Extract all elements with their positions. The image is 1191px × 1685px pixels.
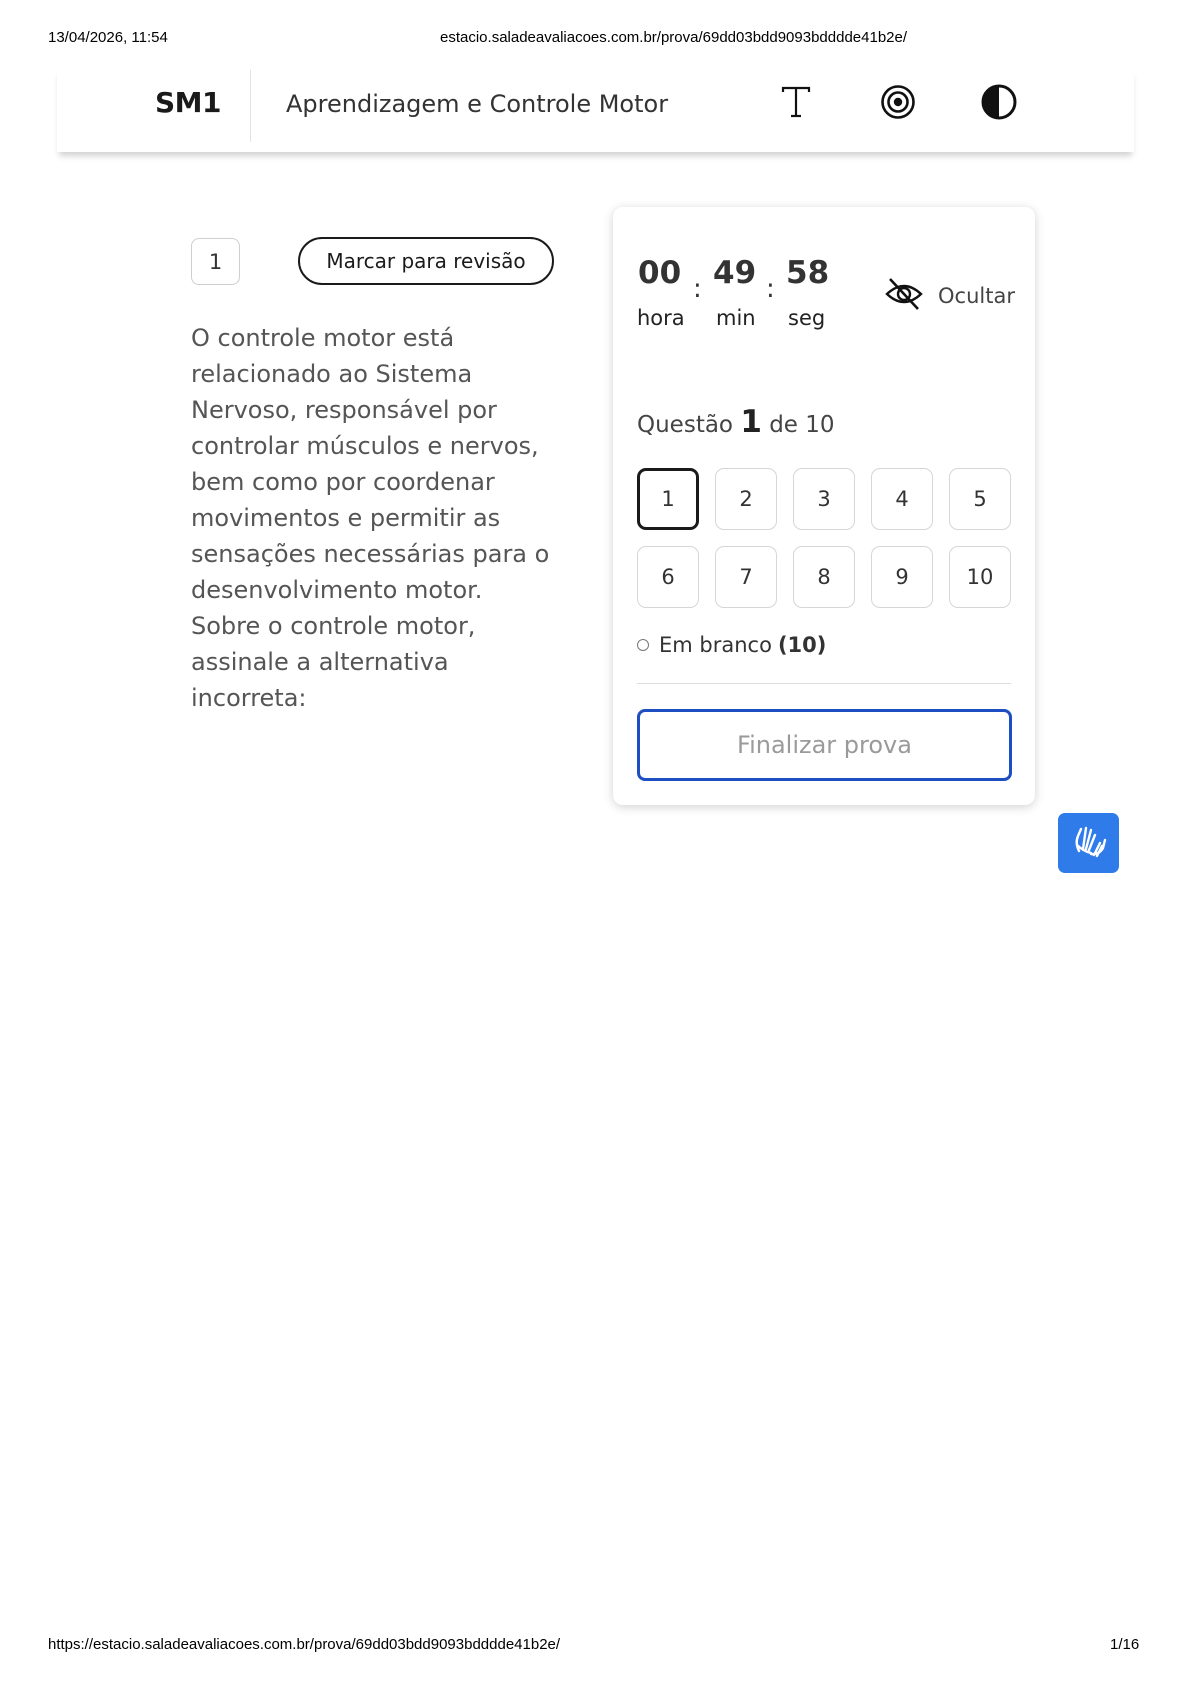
- print-page-count: 1/16: [1110, 1636, 1140, 1653]
- print-page-title: estacio.saladeavaliacoes.com.br/prova/69dd03bdd9093bdddde41b2e/: [440, 29, 908, 46]
- blank-status-dot: [637, 639, 649, 651]
- print-datetime: 13/04/2026, 11:54: [48, 29, 168, 46]
- question-nav-button[interactable]: 2: [715, 468, 777, 530]
- timer-separator: :: [693, 274, 702, 304]
- timer-hours-label: hora: [637, 306, 685, 330]
- header-divider: [250, 70, 251, 142]
- question-nav-button[interactable]: 10: [949, 546, 1011, 608]
- eye-off-icon: [884, 274, 924, 318]
- panel-divider: [637, 683, 1011, 684]
- timer-seconds: 58: [786, 255, 830, 291]
- blank-questions-legend: [637, 633, 826, 657]
- blank-label: Em branco: [659, 633, 772, 657]
- contrast-icon[interactable]: [979, 82, 1019, 122]
- question-navigator: [637, 468, 1013, 608]
- course-title: Aprendizagem e Controle Motor: [286, 90, 669, 118]
- course-code: SM1: [155, 86, 222, 119]
- timer-minutes: 49: [713, 255, 757, 291]
- target-icon[interactable]: [878, 82, 918, 122]
- question-counter: [637, 404, 835, 440]
- timer-separator: :: [766, 274, 775, 304]
- question-nav-button[interactable]: 9: [871, 546, 933, 608]
- hide-timer-label[interactable]: Ocultar: [938, 284, 1015, 308]
- question-nav-button[interactable]: 5: [949, 468, 1011, 530]
- timer-seconds-label: seg: [788, 306, 826, 330]
- sign-language-button[interactable]: [1058, 813, 1119, 873]
- question-counter-current: 1: [740, 404, 762, 440]
- question-nav-button[interactable]: 4: [871, 468, 933, 530]
- text-size-icon[interactable]: [776, 82, 816, 122]
- question-statement: O controle motor está relacionado ao Sistema Nervoso, responsável por controlar músculos e nervos, bem como por coordenar movimentos e permitir as sensações necessárias para o desenvolvimento motor. Sobre o controle motor, assinale a alternativa incorreta:: [191, 324, 550, 712]
- question-nav-button[interactable]: 1: [637, 468, 699, 530]
- question-nav-button[interactable]: 6: [637, 546, 699, 608]
- blank-count: (10): [777, 633, 827, 657]
- timer-hours: 00: [638, 255, 682, 291]
- question-nav-button[interactable]: 7: [715, 546, 777, 608]
- question-nav-button[interactable]: 3: [793, 468, 855, 530]
- question-number-badge: 1: [191, 238, 240, 285]
- sign-language-hands-icon: [1069, 821, 1109, 865]
- timer-minutes-label: min: [716, 306, 756, 330]
- mark-for-review-button[interactable]: Marcar para revisão: [298, 237, 554, 285]
- question-counter-prefix: Questão: [637, 412, 733, 438]
- question-counter-suffix: de 10: [769, 412, 835, 438]
- print-url: https://estacio.saladeavaliacoes.com.br/prova/69dd03bdd9093bdddde41b2e/: [48, 1636, 561, 1653]
- finish-exam-button[interactable]: Finalizar prova: [637, 709, 1012, 781]
- question-nav-button[interactable]: 8: [793, 546, 855, 608]
